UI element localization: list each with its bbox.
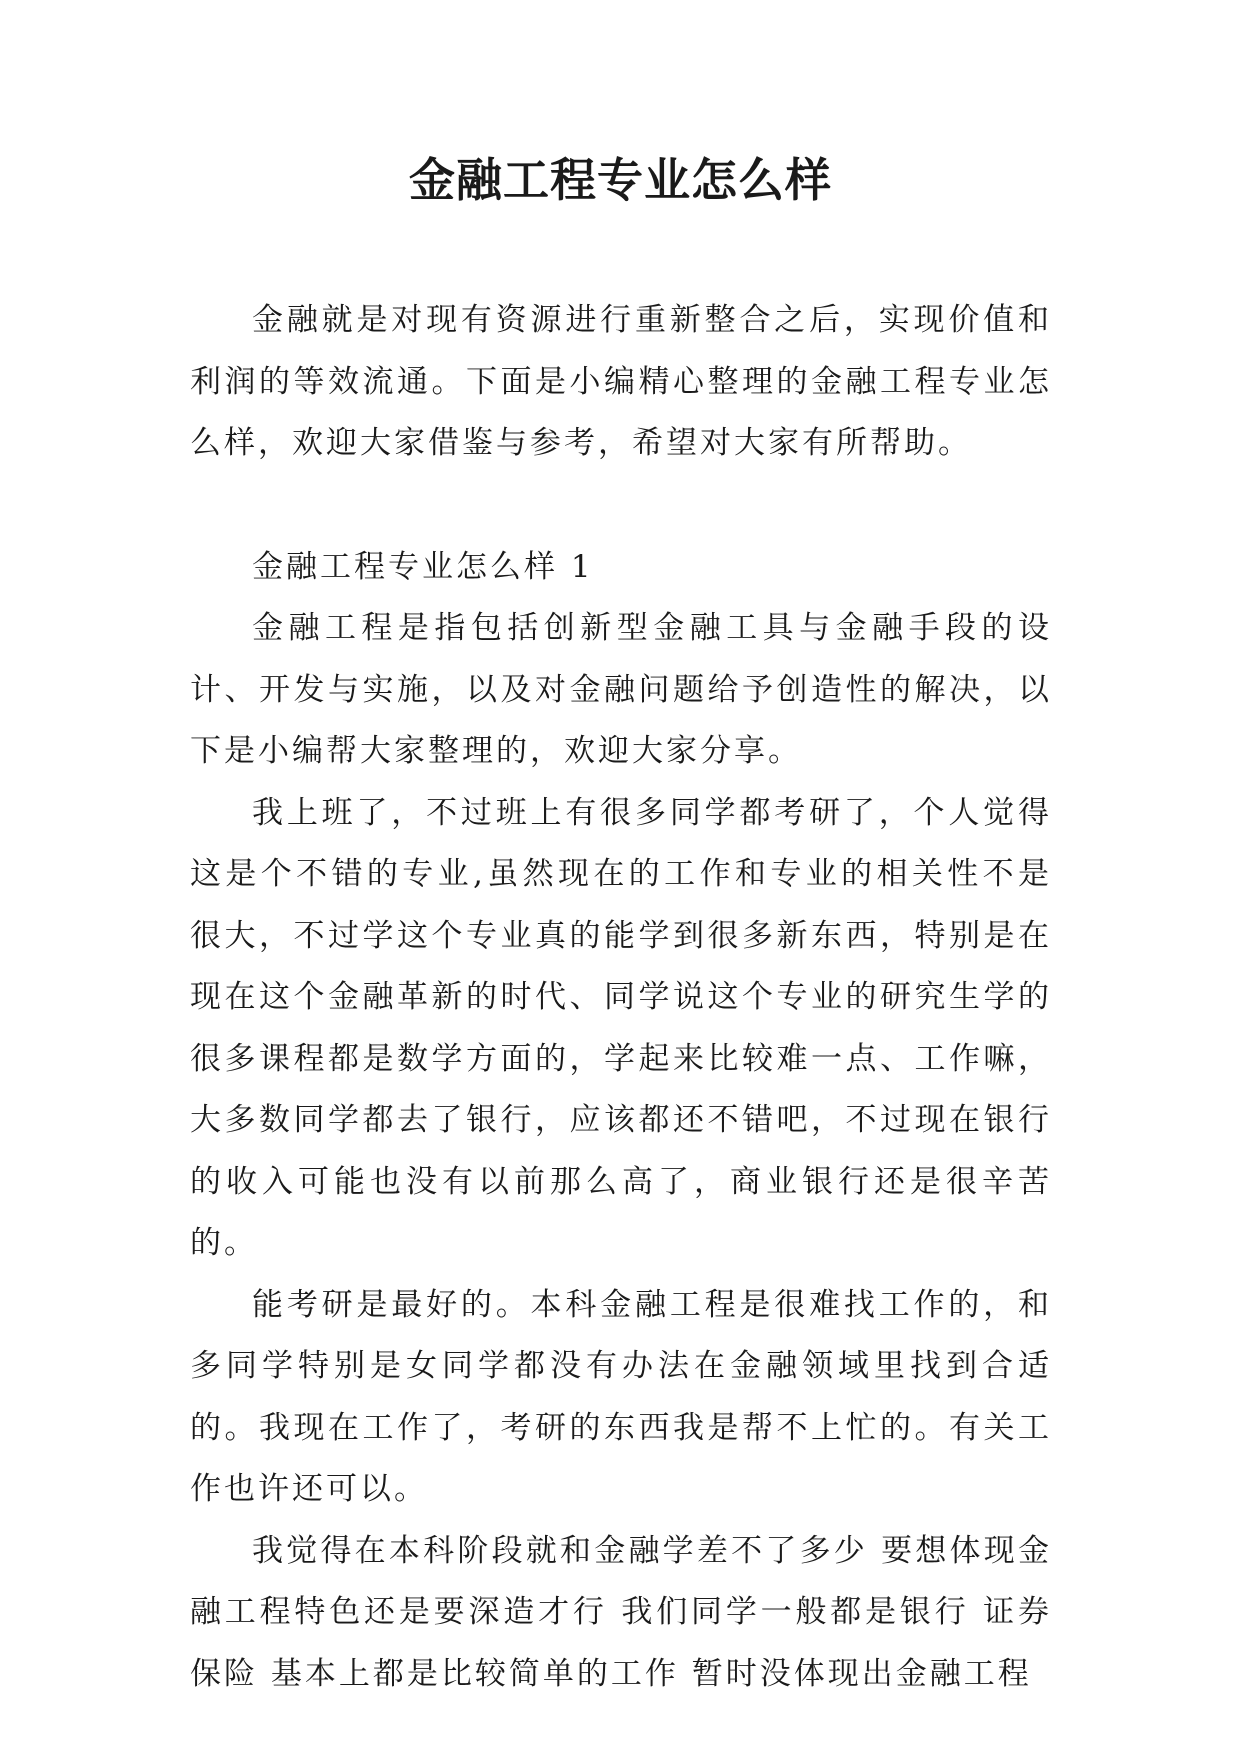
intro-paragraph: 金融就是对现有资源进行重新整合之后，实现价值和利润的等效流通。下面是小编精心整理的金融工程专业怎么样，欢迎大家借鉴与参考，希望对大家有所帮助。 bbox=[190, 302, 1052, 461]
body-paragraph: 能考研是最好的。本科金融工程是很难找工作的，和多同学特别是女同学都没有办法在金融领域里找到合适的。我现在工作了，考研的东西我是帮不上忙的。有关工作也许还可以。 bbox=[190, 1286, 1052, 1507]
document-body bbox=[190, 290, 1052, 1705]
body-paragraph: 我觉得在本科阶段就和金融学差不了多少 要想体现金融工程特色还是要深造才行 我们同学一般都是银行 证券保险 基本上都是比较简单的工作 暂时没体现出金融工程 bbox=[190, 1532, 1052, 1692]
body-paragraph: 我上班了，不过班上有很多同学都考研了，个人觉得这是个不错的专业,虽然现在的工作和专业的相关性不是很大，不过学这个专业真的能学到很多新东西，特别是在现在这个金融革新的时代、同学说这个专业的研究生学的很多课程都是数学方面的，学起来比较难一点、工作嘛，大多数同学都去了银行，应该都还不错吧，不过现在银行的收入可能也没有以前那么高了，商业银行还是很辛苦的。 bbox=[190, 794, 1052, 1261]
body-paragraph: 金融工程是指包括创新型金融工具与金融手段的设计、开发与实施，以及对金融问题给予创造性的解决，以下是小编帮大家整理的，欢迎大家分享。 bbox=[190, 610, 1052, 769]
section-heading: 金融工程专业怎么样 1 bbox=[252, 548, 594, 585]
document-title: 金融工程专业怎么样 bbox=[409, 153, 832, 207]
